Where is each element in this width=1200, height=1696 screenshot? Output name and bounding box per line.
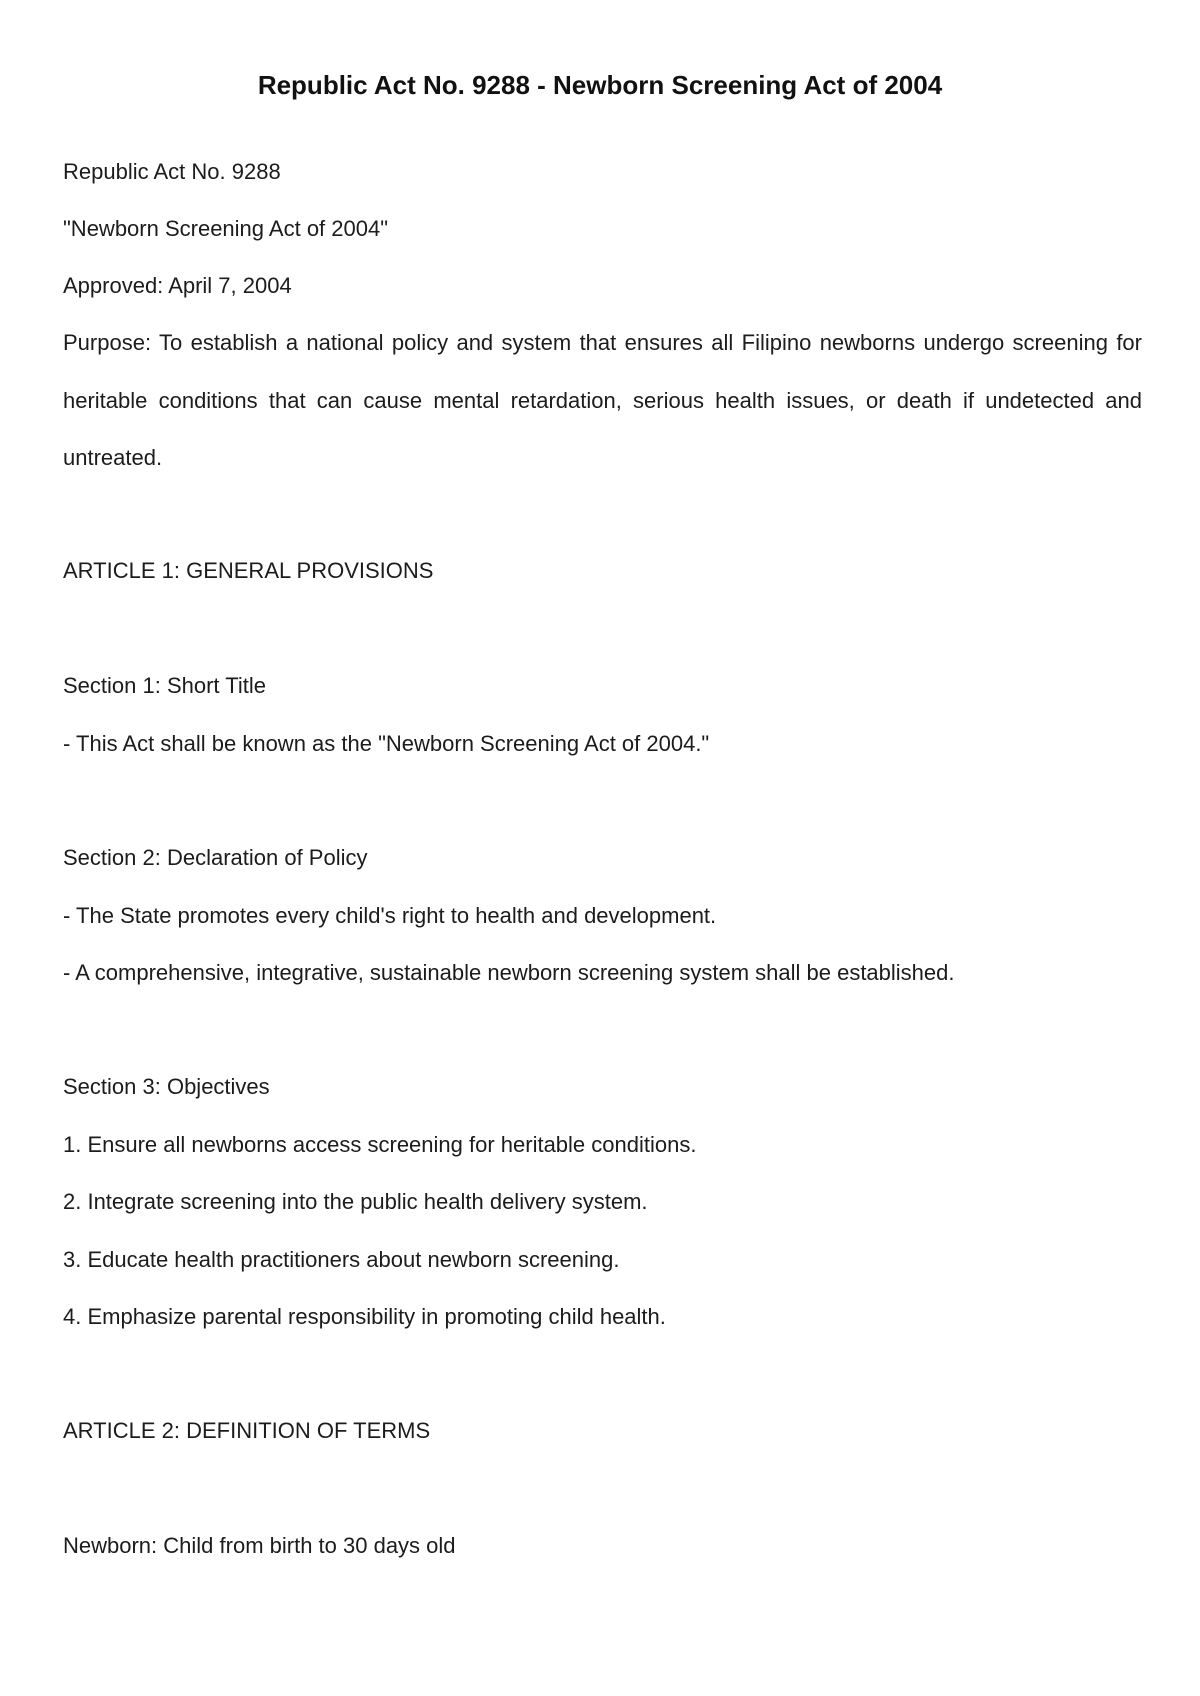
section-3-heading: Section 3: Objectives <box>63 1074 270 1099</box>
definition-item: Newborn: Child from birth to 30 days old <box>63 1533 456 1558</box>
act-number: Republic Act No. 9288 <box>63 159 281 184</box>
section-2-item: - A comprehensive, integrative, sustainable newborn screening system shall be established. <box>63 960 955 985</box>
article-2-heading: ARTICLE 2: DEFINITION OF TERMS <box>63 1418 431 1443</box>
section-1-heading: Section 1: Short Title <box>63 673 266 698</box>
objective-item: 3. Educate health practitioners about newborn screening. <box>63 1247 620 1272</box>
approval-date: Approved: April 7, 2004 <box>63 273 292 298</box>
act-name: "Newborn Screening Act of 2004" <box>63 216 389 241</box>
purpose-paragraph: Purpose: To establish a national policy and system that ensures all Filipino newborns undergo screening for heritable conditions that can cause mental retardation, serious health issues, or death if undetected and untreated. <box>63 330 1142 470</box>
objective-item: 1. Ensure all newborns access screening for heritable conditions. <box>63 1132 697 1157</box>
section-1-item: - This Act shall be known as the "Newborn Screening Act of 2004." <box>63 731 710 756</box>
section-2-item: - The State promotes every child's right to health and development. <box>63 903 717 928</box>
objective-item: 2. Integrate screening into the public health delivery system. <box>63 1189 648 1214</box>
section-2-heading: Section 2: Declaration of Policy <box>63 845 368 870</box>
objective-item: 4. Emphasize parental responsibility in promoting child health. <box>63 1304 666 1329</box>
article-1-heading: ARTICLE 1: GENERAL PROVISIONS <box>63 558 434 583</box>
document-title: Republic Act No. 9288 - Newborn Screening Act of 2004 <box>257 70 943 100</box>
